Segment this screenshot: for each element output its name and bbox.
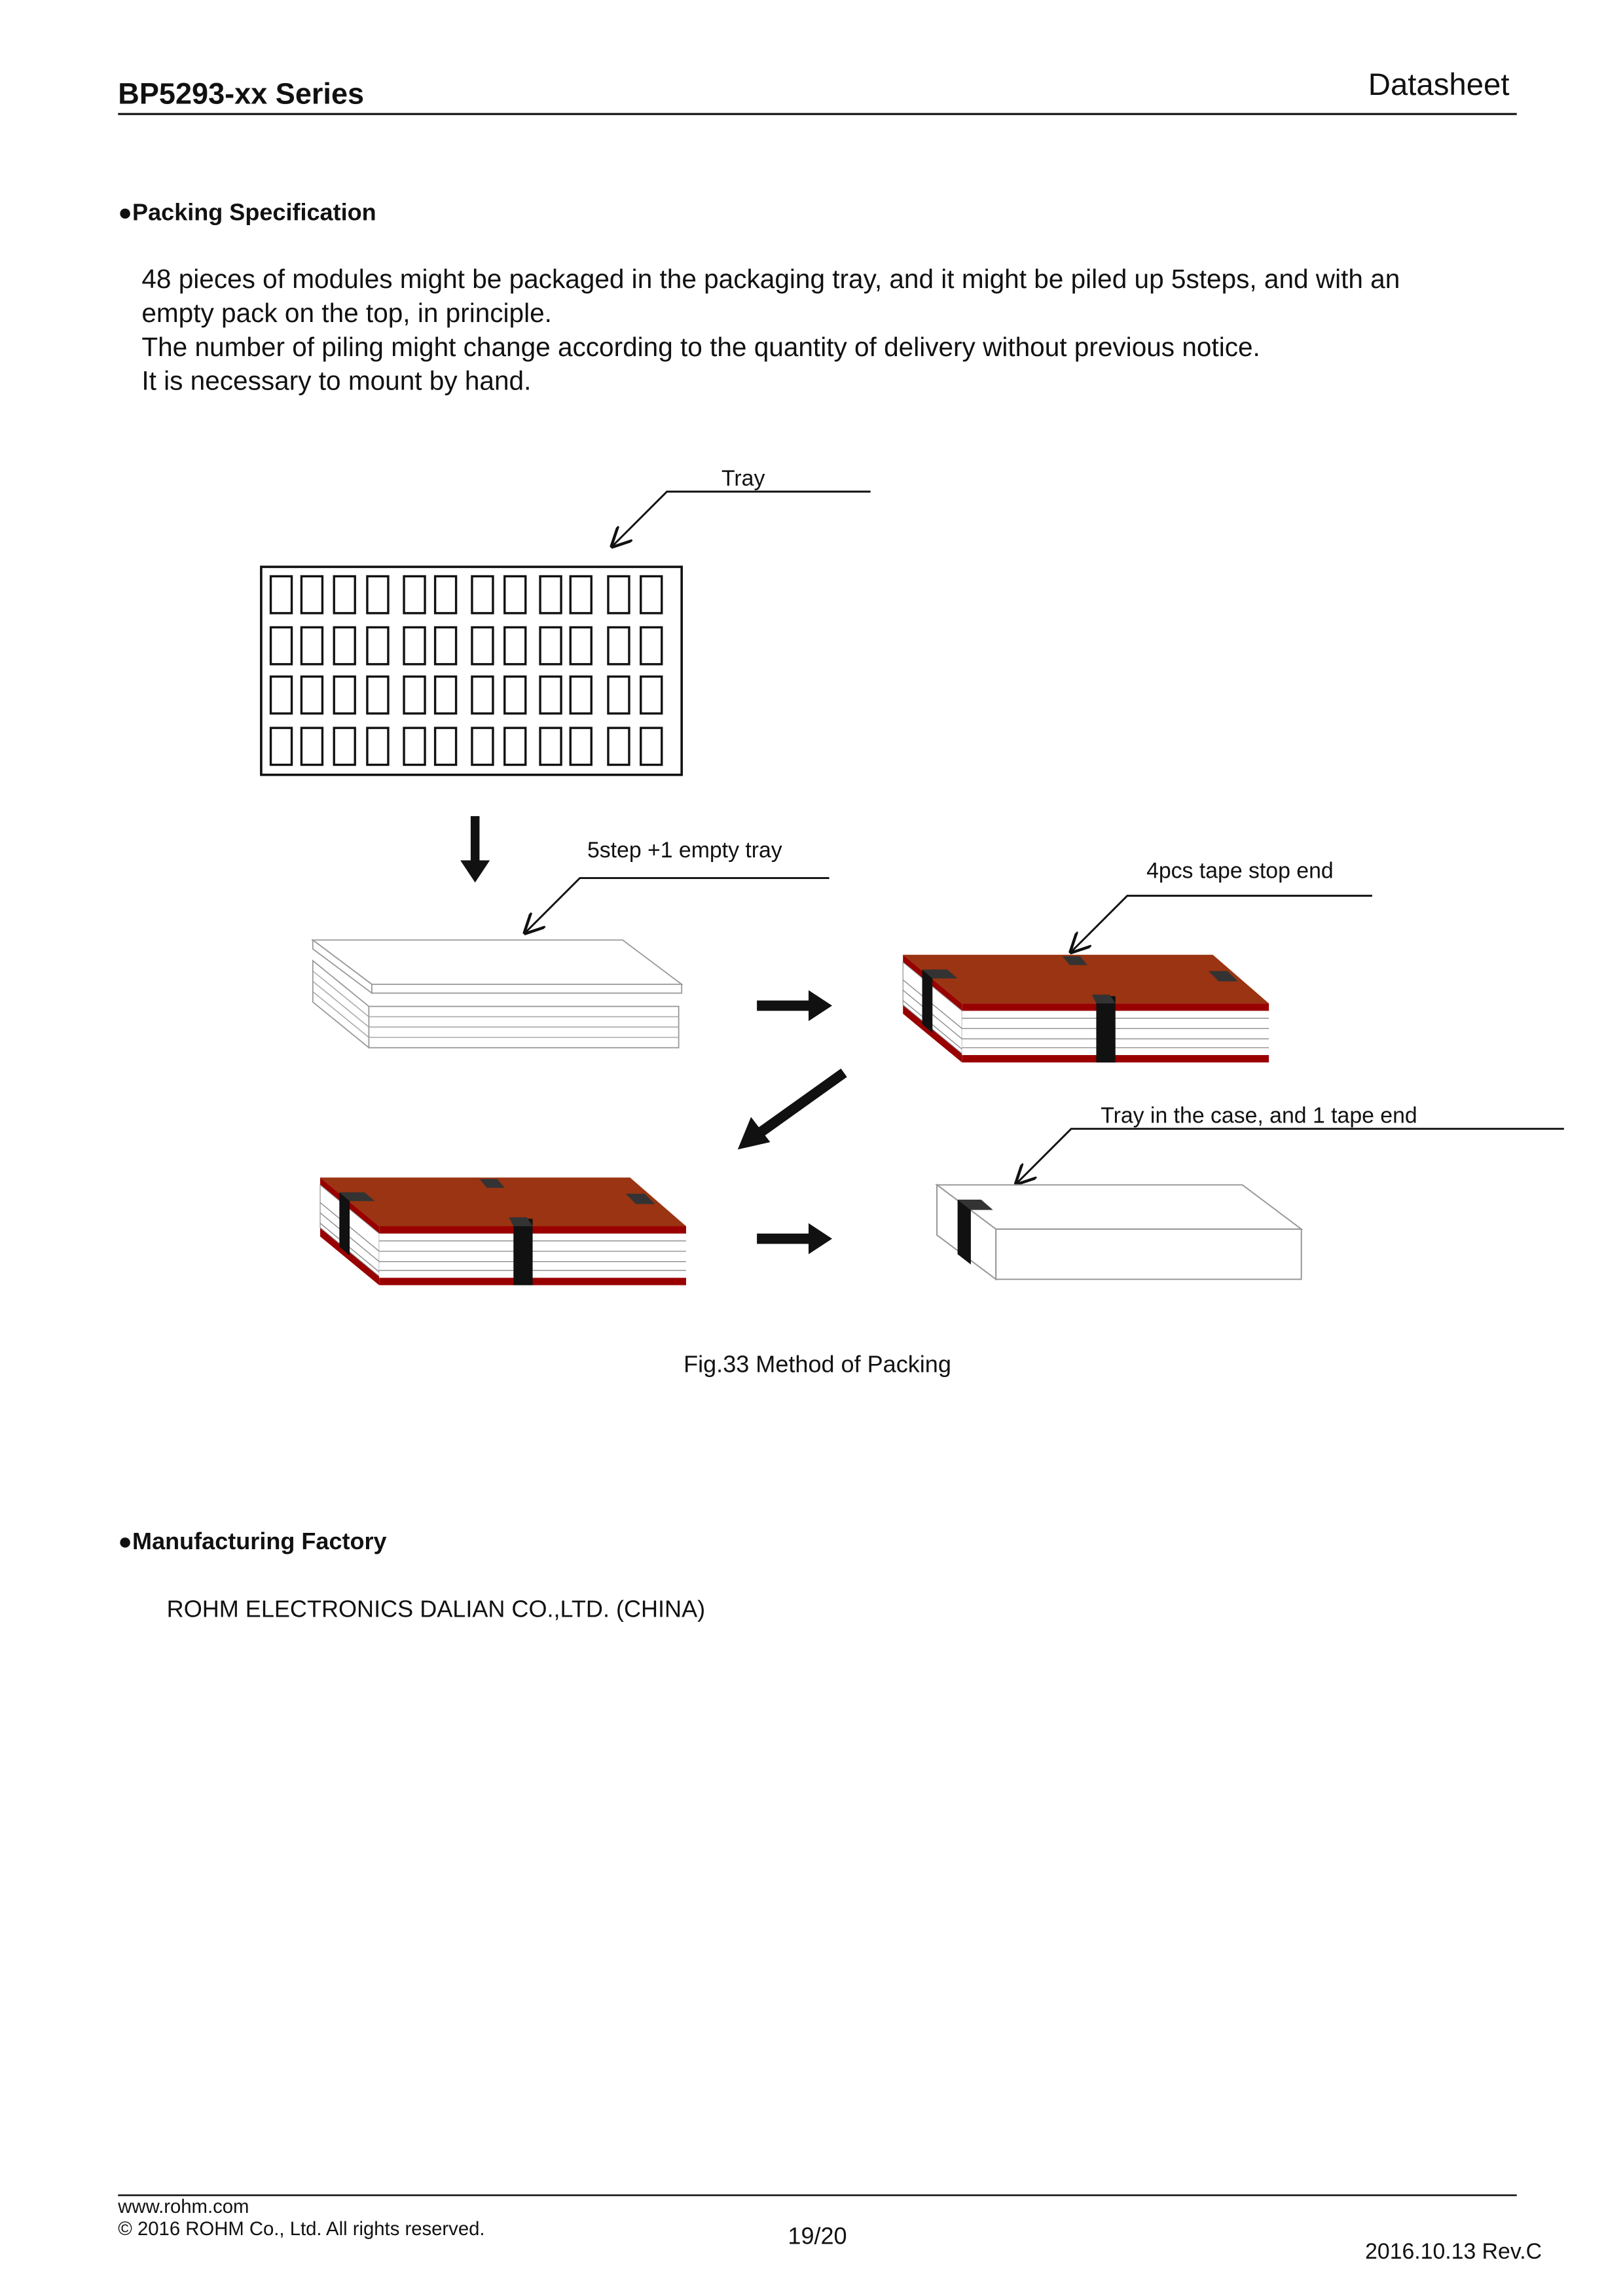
tray-stack-taped-2 xyxy=(320,1177,686,1285)
tray-pocket xyxy=(608,677,629,713)
tray-pocket xyxy=(334,677,355,713)
stack-label: 5step +1 empty tray xyxy=(587,838,782,863)
right-arrow-icon xyxy=(757,990,832,1021)
tray-pocket xyxy=(367,677,388,713)
revision: 2016.10.13 Rev.C xyxy=(1365,2238,1542,2264)
tape xyxy=(1096,996,1115,1062)
tray-pocket xyxy=(404,627,425,664)
factory-name: ROHM ELECTRONICS DALIAN CO.,LTD. (CHINA) xyxy=(166,1595,706,1623)
tray-diagram xyxy=(261,567,682,775)
case-label: Tray in the case, and 1 tape end xyxy=(1101,1103,1417,1128)
page-number: 19/20 xyxy=(788,2222,847,2250)
packing-case xyxy=(937,1185,1302,1279)
packing-text-line: 48 pieces of modules might be packaged in the packaging tray, and it might be piled up 5steps, and with an xyxy=(141,264,1400,295)
stack-top xyxy=(320,1177,686,1226)
tape xyxy=(513,1219,532,1285)
tray-pocket xyxy=(540,627,561,664)
tray-pocket xyxy=(505,728,526,764)
packing-heading: ●Packing Specification xyxy=(118,198,376,226)
tray-pocket xyxy=(435,576,456,613)
tray-pocket xyxy=(334,728,355,764)
diagonal-arrow-icon xyxy=(738,1073,844,1149)
right-arrow-icon xyxy=(757,1223,832,1254)
tray-pocket xyxy=(540,677,561,713)
tray-pocket xyxy=(641,576,662,613)
tray-pocket xyxy=(435,728,456,764)
tray-pocket xyxy=(570,728,591,764)
packing-text-line: The number of piling might change according to the quantity of delivery without previous notice. xyxy=(141,331,1260,362)
tape-label: 4pcs tape stop end xyxy=(1146,858,1334,884)
tray-pocket xyxy=(641,728,662,764)
tray-pocket xyxy=(570,677,591,713)
tray-pocket xyxy=(608,728,629,764)
down-arrow-icon xyxy=(460,816,490,882)
case-callout-arrow xyxy=(1017,1129,1564,1183)
tray-pocket xyxy=(301,677,322,713)
tray-pocket xyxy=(404,576,425,613)
tray-pocket xyxy=(301,728,322,764)
tray-pocket xyxy=(472,728,493,764)
tray-pocket xyxy=(472,576,493,613)
tray-pocket xyxy=(367,728,388,764)
tray-pocket xyxy=(570,627,591,664)
tray-pocket xyxy=(540,576,561,613)
tray-pocket xyxy=(641,677,662,713)
packing-text-line: empty pack on the top, in principle. xyxy=(141,297,552,328)
tray-pocket xyxy=(367,627,388,664)
tray-pocket xyxy=(301,627,322,664)
footer-url[interactable]: www.rohm.com xyxy=(118,2196,249,2218)
tray-pocket xyxy=(435,677,456,713)
tray-pocket xyxy=(608,627,629,664)
tray-pocket xyxy=(505,576,526,613)
factory-heading: ●Manufacturing Factory xyxy=(118,1527,387,1554)
tray-pocket xyxy=(505,627,526,664)
packing-text-line: It is necessary to mount by hand. xyxy=(141,365,532,396)
tray-pocket xyxy=(641,627,662,664)
tray-pocket xyxy=(472,677,493,713)
footer-copyright: © 2016 ROHM Co., Ltd. All rights reserved. xyxy=(118,2217,485,2240)
tray-pocket xyxy=(570,576,591,613)
tray-pocket xyxy=(505,677,526,713)
tape-end xyxy=(958,1200,971,1265)
tray-stack-untaped xyxy=(313,940,682,1048)
tray-callout-arrow xyxy=(612,492,870,546)
tape-callout-arrow xyxy=(1071,896,1372,952)
stack-top xyxy=(903,955,1269,1003)
tray-pocket xyxy=(271,576,292,613)
tray-pocket xyxy=(472,627,493,664)
tray-pocket xyxy=(271,728,292,764)
figure-caption: Fig.33 Method of Packing xyxy=(684,1350,951,1378)
tray-pocket xyxy=(608,576,629,613)
tray-pocket xyxy=(404,728,425,764)
tray-pocket xyxy=(404,677,425,713)
tray-pocket xyxy=(334,627,355,664)
tray-pocket xyxy=(540,728,561,764)
tray-stack-taped xyxy=(903,955,1269,1063)
stack-callout-arrow xyxy=(525,878,829,933)
tray-pocket xyxy=(271,627,292,664)
tray-pocket xyxy=(435,627,456,664)
document-title: BP5293-xx Series xyxy=(118,77,365,111)
tray-label: Tray xyxy=(721,466,765,492)
document-type: Datasheet xyxy=(1368,67,1510,102)
tape xyxy=(339,1193,350,1256)
tray-pocket xyxy=(271,677,292,713)
tray-pocket xyxy=(367,576,388,613)
tray-pocket xyxy=(334,576,355,613)
tray-pocket xyxy=(301,576,322,613)
tape xyxy=(922,969,933,1033)
